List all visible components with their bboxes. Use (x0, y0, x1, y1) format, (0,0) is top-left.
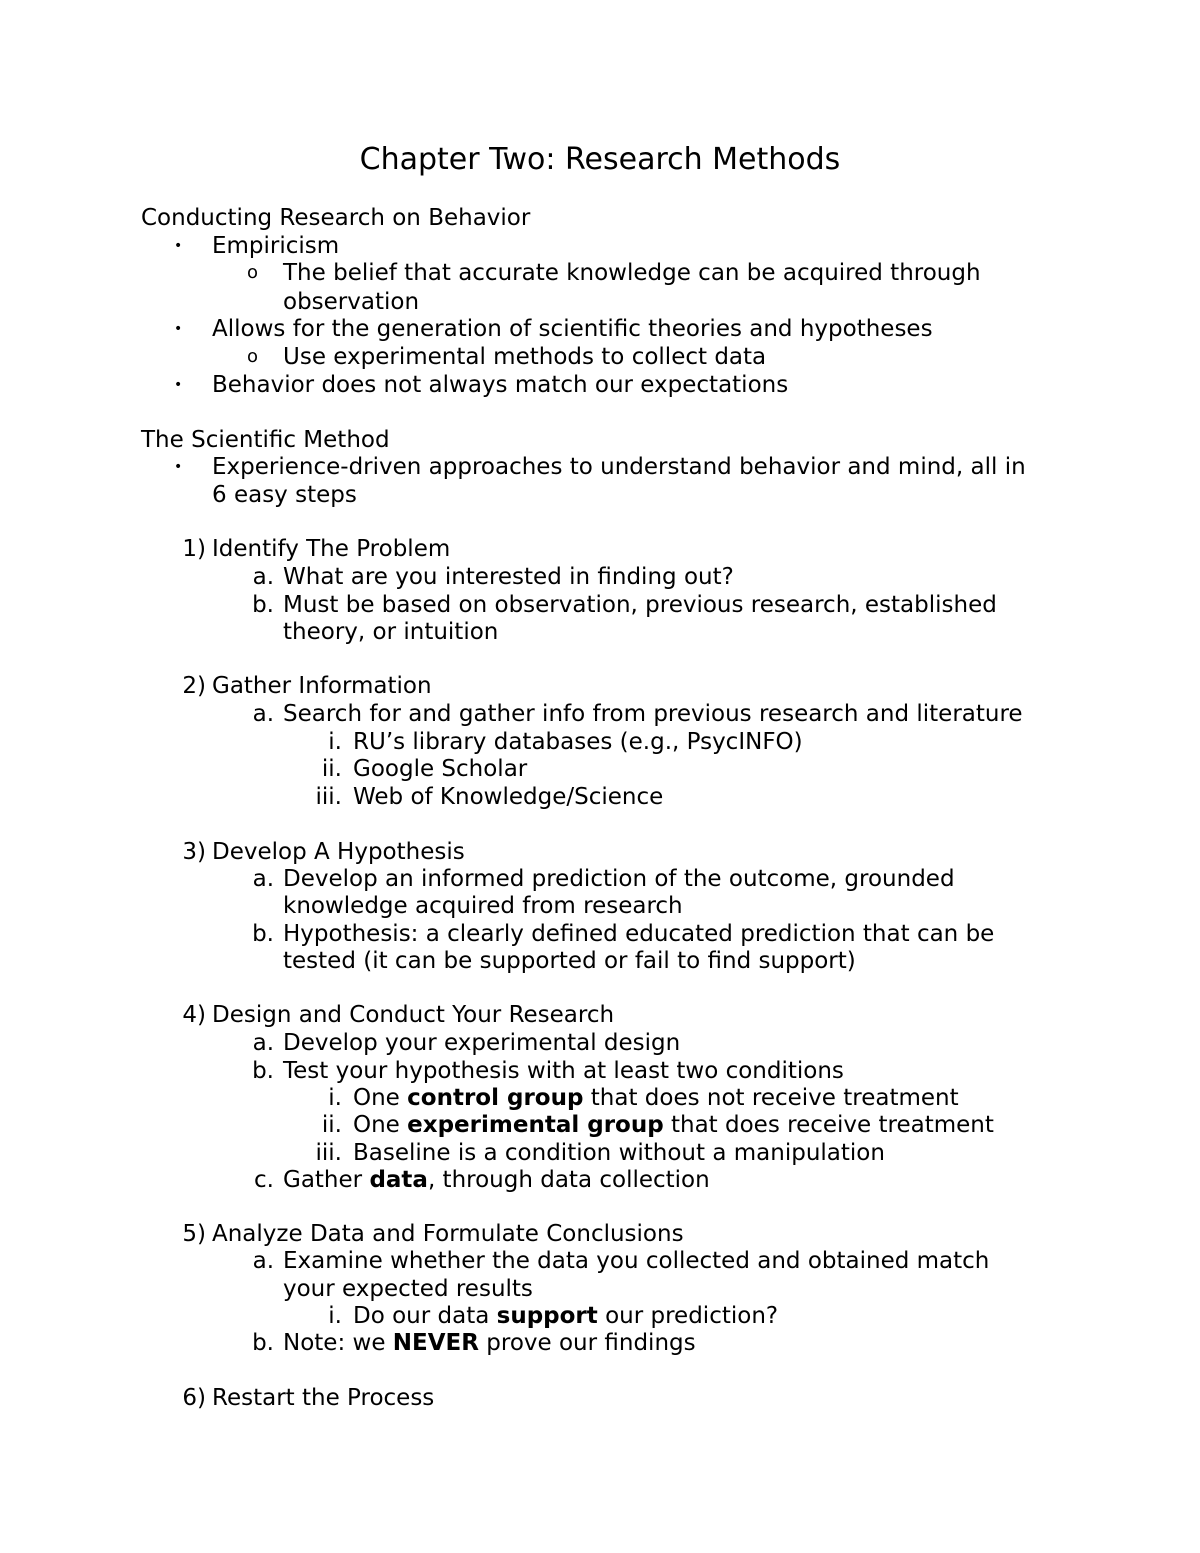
sub-marker: b. (252, 1058, 274, 1084)
section-heading-conducting-research: Conducting Research on Behavior (141, 205, 531, 231)
sub-marker: a. (252, 1248, 274, 1274)
roman-marker: iii. (315, 784, 342, 810)
list-item-never-prove: Note: we NEVER prove our findings (283, 1330, 696, 1356)
list-item: Must be based on observation, previous research, established (283, 592, 997, 618)
list-item: Search for and gather info from previous research and literature (283, 701, 1023, 727)
list-item-empiricism-definition: The belief that accurate knowledge can be acquired through (283, 260, 981, 286)
roman-marker: i. (328, 1085, 342, 1111)
list-item-control-group: One control group that does not receive treatment (353, 1085, 959, 1111)
step-number: 4) (182, 1002, 206, 1028)
list-item-cont: knowledge acquired from research (283, 893, 683, 919)
step-number: 3) (182, 839, 206, 865)
roman-marker: ii. (321, 1112, 342, 1138)
bullet-icon: • (174, 459, 183, 475)
roman-marker: iii. (315, 1140, 342, 1166)
list-item-cont: your expected results (283, 1276, 533, 1302)
sub-marker: b. (252, 592, 274, 618)
sub-marker: a. (252, 564, 274, 590)
roman-marker: i. (328, 729, 342, 755)
list-item: Baseline is a condition without a manipulation (353, 1140, 885, 1166)
bold-term: control group (407, 1085, 584, 1111)
step-title-analyze-data: Analyze Data and Formulate Conclusions (212, 1221, 684, 1247)
list-item-cont: theory, or intuition (283, 619, 499, 645)
list-item-experimental-methods: Use experimental methods to collect data (283, 344, 767, 370)
list-item-support: Do our data support our prediction? (353, 1303, 779, 1329)
list-item: Test your hypothesis with at least two conditions (283, 1058, 844, 1084)
list-item: RU’s library databases (e.g., PsycINFO) (353, 729, 803, 755)
list-item: Examine whether the data you collected and obtained match (283, 1248, 990, 1274)
step-number: 2) (182, 673, 206, 699)
list-item-gather-data: Gather data, through data collection (283, 1167, 710, 1193)
list-item-expectations: Behavior does not always match our expectations (212, 372, 789, 398)
list-item-empiricism: Empiricism (212, 233, 340, 259)
list-item-empiricism-definition-cont: observation (283, 289, 420, 315)
step-title-design-conduct: Design and Conduct Your Research (212, 1002, 615, 1028)
list-item: Hypothesis: a clearly defined educated prediction that can be (283, 921, 995, 947)
roman-marker: ii. (321, 756, 342, 782)
bullet-icon: • (174, 321, 183, 337)
sub-marker: b. (252, 1330, 274, 1356)
sub-marker: a. (252, 701, 274, 727)
bold-term: support (496, 1303, 598, 1329)
sub-marker: b. (252, 921, 274, 947)
step-title-develop-hypothesis: Develop A Hypothesis (212, 839, 465, 865)
section-heading-scientific-method: The Scientific Method (141, 427, 390, 453)
roman-marker: i. (328, 1303, 342, 1329)
list-item: What are you interested in finding out? (283, 564, 734, 590)
sub-marker: c. (254, 1167, 274, 1193)
sub-marker: a. (252, 1030, 274, 1056)
list-item: Develop an informed prediction of the outcome, grounded (283, 866, 955, 892)
bold-term: NEVER (392, 1330, 479, 1356)
page-title: Chapter Two: Research Methods (359, 142, 841, 177)
circle-bullet-icon: o (247, 262, 259, 283)
step-title-identify-problem: Identify The Problem (212, 536, 451, 562)
list-item: Develop your experimental design (283, 1030, 681, 1056)
list-item-cont: tested (it can be supported or fail to find support) (283, 948, 856, 974)
step-title-gather-information: Gather Information (212, 673, 432, 699)
step-number: 5) (182, 1221, 206, 1247)
sub-marker: a. (252, 866, 274, 892)
list-item-experience-driven: Experience-driven approaches to understand behavior and mind, all in (212, 454, 1026, 480)
bullet-icon: • (174, 377, 183, 393)
step-number: 6) (182, 1385, 206, 1411)
bold-term: experimental group (407, 1112, 664, 1138)
list-item: Web of Knowledge/Science (353, 784, 664, 810)
list-item-experience-driven-cont: 6 easy steps (212, 482, 357, 508)
list-item-experimental-group: One experimental group that does receive treatment (353, 1112, 994, 1138)
step-title-restart: Restart the Process (212, 1385, 435, 1411)
step-number: 1) (182, 536, 206, 562)
list-item-generation: Allows for the generation of scientific theories and hypotheses (212, 316, 933, 342)
bullet-icon: • (174, 238, 183, 254)
circle-bullet-icon: o (247, 346, 259, 367)
bold-term: data (369, 1167, 428, 1193)
list-item: Google Scholar (353, 756, 528, 782)
